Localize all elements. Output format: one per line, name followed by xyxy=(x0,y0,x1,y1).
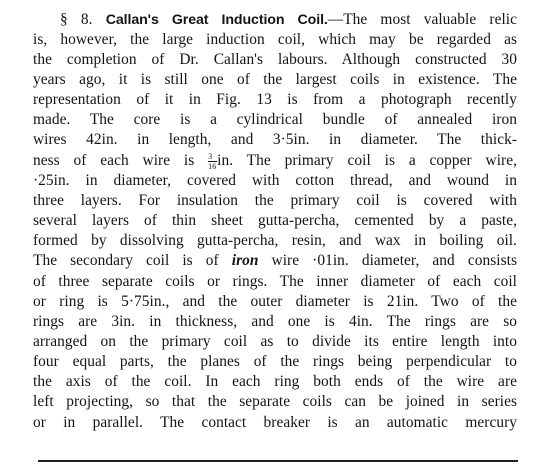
fraction xyxy=(208,151,217,171)
fraction-denominator: 16 xyxy=(208,162,217,171)
text-line-19: the axis of the coil. In each ring both ends of the wire are xyxy=(33,373,517,390)
text-line-16: rings are 3in. in thickness, and one is 4in. The rings are so xyxy=(33,313,517,330)
text-fragment: —The most valuable relic xyxy=(327,11,517,28)
text-line-11: several layers of thin sheet gutta-percha, cemented by a paste, xyxy=(33,212,517,229)
fraction-numerator: 3 xyxy=(208,152,213,161)
text-line-20: left projecting, so that the separate coils can be joined in series xyxy=(33,393,517,410)
text-line-10: three layers. For insulation the primary coil is covered with xyxy=(33,192,517,209)
section-heading: Callan's Great Induction Coil. xyxy=(105,12,328,28)
text-line-14: of three separate coils or rings. The inner diameter of each coil xyxy=(33,273,517,290)
text-line-4: years ago, it is still one of the largest coils in existence. The xyxy=(33,71,517,88)
text-line-1 xyxy=(60,10,517,30)
text-fragment: wire ·01in. diameter, and consists xyxy=(258,252,517,269)
text-line-15: or ring is 5·75in., and the outer diameter is 21in. Two of the xyxy=(33,293,517,310)
text-fragment: ness of each wire is xyxy=(33,152,209,169)
text-line-12: formed by dissolving gutta-percha, resin, and wax in boiling oil. xyxy=(33,232,517,249)
text-line-7: wires 42in. in length, and 3·5in. in diameter. The thick- xyxy=(33,131,517,148)
text-line-3: the completion of Dr. Callan's labours. Although constructed 30 xyxy=(33,51,517,68)
text-fragment: The secondary coil is of xyxy=(33,252,232,269)
text-line-5: representation of it in Fig. 13 is from a photograph recently xyxy=(33,91,517,108)
text-line-13 xyxy=(33,251,517,271)
text-line-8 xyxy=(33,151,517,171)
text-line-6: made. The core is a cylindrical bundle of annealed iron xyxy=(33,111,517,128)
text-line-17: arranged on the primary coil as to divide its entire length into xyxy=(33,333,517,350)
italic-word: iron xyxy=(231,252,259,269)
text-line-2: is, however, the large induction coil, which may be regarded as xyxy=(33,31,517,48)
footer-divider xyxy=(38,460,518,462)
text-line-9: ·25in. in diameter, covered with cotton thread, and wound in xyxy=(33,172,517,189)
text-fragment: in. The primary coil is a copper wire, xyxy=(217,152,518,169)
text-line-18: four equal parts, the planes of the rings being perpendicular to xyxy=(33,353,517,370)
section-marker: § 8. xyxy=(60,11,93,28)
text-line-21: or in parallel. The contact breaker is an automatic mercury xyxy=(33,414,517,431)
